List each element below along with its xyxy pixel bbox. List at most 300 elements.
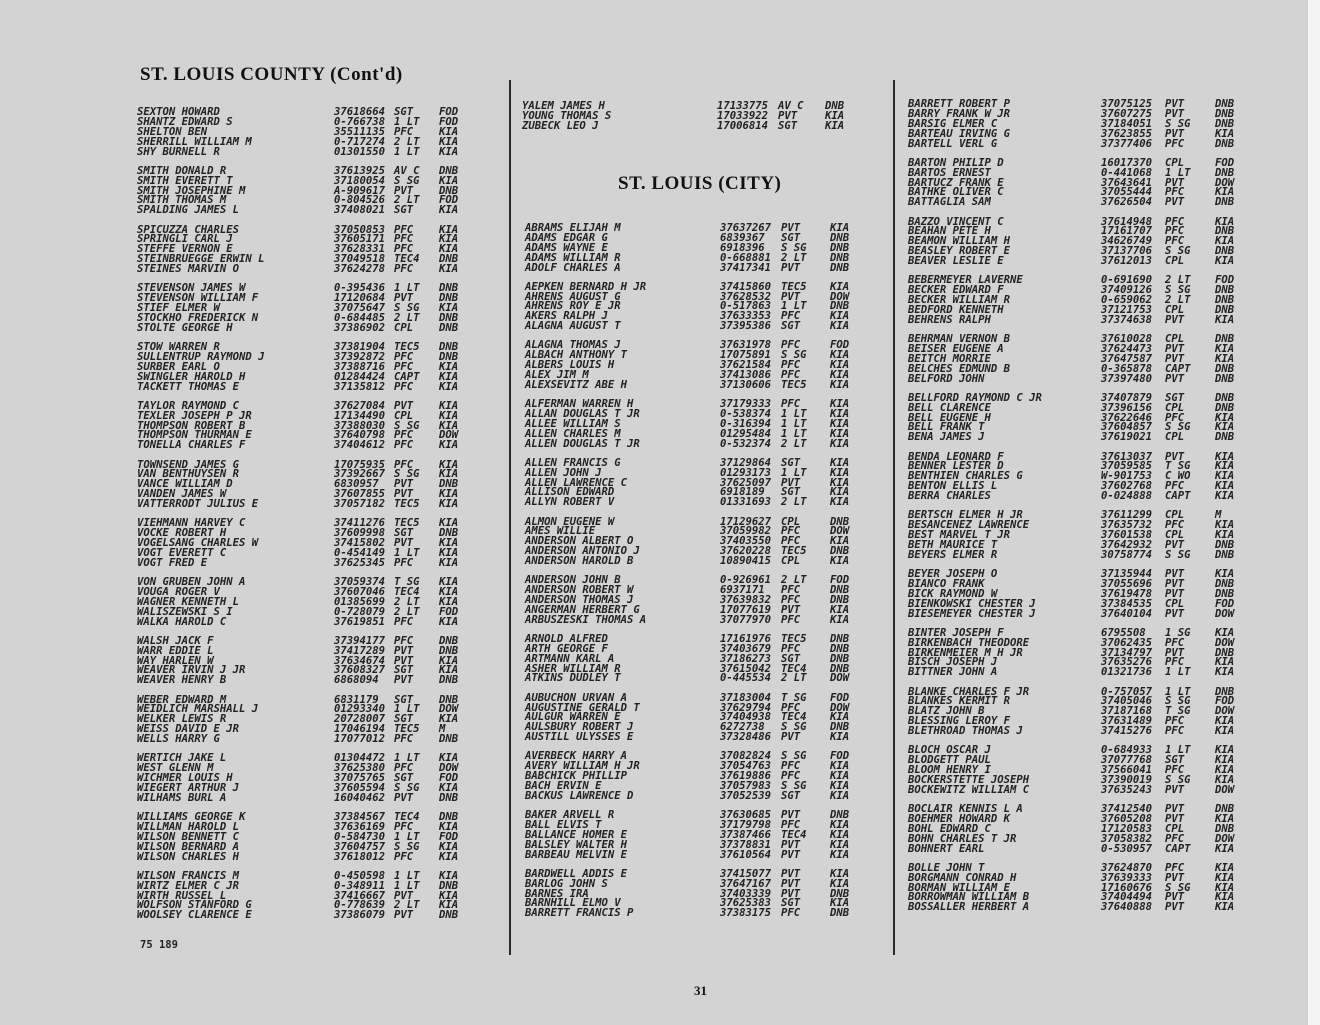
soldier-name: WALSH JACK F — [137, 634, 214, 647]
grade: 1 LT — [1165, 685, 1191, 698]
status: DNB — [439, 693, 459, 706]
grade: PFC — [394, 615, 414, 628]
serial-number: 37604857 — [1101, 421, 1153, 434]
grade: 2 LT — [394, 311, 420, 324]
soldier-name: BELLFORD RAYMOND C JR — [908, 391, 1042, 404]
serial-number: 37413086 — [720, 369, 772, 382]
status: DNB — [1215, 822, 1235, 835]
grade: PVT — [394, 889, 414, 902]
serial-number: 37405046 — [1101, 695, 1153, 708]
serial-number: 17129627 — [720, 515, 772, 528]
status: DNB — [1215, 117, 1235, 130]
soldier-name: WILSON BENNETT C — [137, 830, 240, 843]
grade: CPL — [1165, 401, 1185, 414]
serial-number: 37624278 — [334, 263, 386, 276]
soldier-name: BLANKES KERMIT R — [908, 695, 1011, 708]
serial-number: 37604757 — [334, 840, 386, 853]
soldier-name: VAN BENTHUYSEN R — [137, 468, 240, 481]
grade: S SG — [394, 302, 420, 315]
grade: PFC — [1165, 215, 1185, 228]
grade: 1 LT — [394, 752, 420, 765]
grade: 1 LT — [394, 879, 420, 892]
serial-number: 37634674 — [334, 654, 386, 667]
status: KIA — [439, 850, 459, 863]
grade: PFC — [781, 535, 801, 548]
serial-number: 37605594 — [334, 781, 386, 794]
status: KIA — [830, 760, 850, 773]
soldier-name: BOCLAIR KENNIS L A — [908, 803, 1023, 815]
serial-number: 37619478 — [1101, 587, 1153, 600]
soldier-name: WAY HARLEN W — [137, 654, 214, 667]
status: KIA — [439, 468, 459, 481]
serial-number: 6831179 — [334, 693, 379, 706]
grade: 2 LT — [781, 496, 807, 509]
soldier-name: SMITH THOMAS M — [137, 194, 227, 207]
soldier-name: BACH ERVIN E — [525, 780, 602, 792]
status: KIA — [1215, 812, 1235, 825]
serial-number: 6795508 — [1101, 626, 1146, 639]
grade: TEC5 — [394, 723, 420, 736]
grade: PFC — [1165, 861, 1185, 874]
serial-number: 37180054 — [334, 174, 386, 187]
grade: C WO — [1165, 470, 1191, 483]
serial-number: 37608327 — [334, 664, 386, 677]
soldier-name: BEBERMEYER LAVERNE — [908, 274, 1023, 287]
grade: SGT — [394, 772, 414, 785]
serial-number: 37625345 — [334, 556, 386, 569]
grade: PVT — [1165, 450, 1185, 463]
grade: PFC — [394, 439, 414, 452]
soldier-name: BORMAN WILLIAM E — [908, 881, 1011, 894]
grade: 1 LT — [394, 869, 420, 882]
serial-number: 37643641 — [1101, 176, 1153, 189]
status: FOD — [1215, 274, 1235, 287]
soldier-name: AUGUSTINE GERALD T — [525, 701, 640, 714]
soldier-name: BOCKEWITZ WILLIAM C — [908, 783, 1030, 796]
serial-number: 37183004 — [720, 691, 772, 704]
soldier-name: BALL ELVIS T — [525, 818, 602, 831]
status: DNB — [1215, 245, 1235, 258]
grade: PFC — [1165, 725, 1185, 738]
status: DNB — [1215, 284, 1235, 297]
grade: PFC — [781, 770, 801, 783]
soldier-name: WELKER LEWIS R — [137, 713, 227, 726]
serial-number: 01304472 — [334, 752, 386, 765]
soldier-name: STEINES MARVIN O — [137, 263, 240, 276]
status: DNB — [439, 909, 459, 922]
grade: 1 LT — [394, 115, 420, 128]
grade: CAPT — [394, 370, 420, 383]
soldier-name: BICK RAYMOND W — [908, 587, 998, 600]
serial-number: 37184051 — [1101, 117, 1153, 130]
soldier-name: SMITH DONALD R — [137, 164, 227, 177]
serial-number: 37415802 — [334, 537, 386, 550]
grade: CPL — [1165, 303, 1185, 316]
status: KIA — [1215, 352, 1235, 365]
serial-number: 17033922 — [717, 109, 769, 122]
grade: T SG — [394, 576, 420, 588]
soldier-name: VANCE WILLIAM D — [137, 478, 233, 491]
soldier-name: BARNHILL ELMO V — [525, 897, 621, 910]
soldier-name: AEPKEN BERNARD H JR — [525, 280, 647, 293]
serial-number: 37631489 — [1101, 715, 1153, 728]
soldier-name: VOCKE ROBERT H — [137, 527, 227, 540]
serial-number: 01301550 — [334, 145, 386, 158]
serial-number: 17120583 — [1101, 822, 1153, 835]
grade: PFC — [781, 907, 801, 920]
status: DNB — [1215, 431, 1235, 444]
status: KIA — [830, 222, 850, 234]
soldier-name: BLATZ JOHN B — [908, 705, 985, 718]
serial-number: 37179798 — [720, 818, 772, 831]
status: DOW — [439, 762, 459, 775]
soldier-name: VIEHMANN HARVEY C — [137, 517, 246, 530]
status: DNB — [439, 879, 459, 892]
status: DNB — [1215, 294, 1235, 307]
serial-number: 37635243 — [1101, 783, 1153, 796]
serial-number: 0-445534 — [720, 672, 772, 685]
serial-number: 37637267 — [720, 222, 772, 234]
soldier-name: BLETHROAD THOMAS J — [908, 725, 1023, 738]
soldier-name: ANDERSON ALBERT O — [525, 535, 634, 548]
serial-number: 10890415 — [720, 555, 772, 568]
soldier-name: WILSON CHARLES H — [137, 850, 240, 863]
status: KIA — [439, 654, 459, 667]
soldier-name: ADOLF CHARLES A — [525, 261, 621, 274]
serial-number: 37625383 — [720, 897, 772, 910]
soldier-name: BAZZO VINCENT C — [908, 215, 1004, 228]
soldier-name: ALLISON EDWARD — [525, 486, 615, 499]
soldier-name: ALMON EUGENE W — [525, 515, 615, 528]
serial-number: 0-024888 — [1101, 490, 1153, 503]
serial-number: 0-926961 — [720, 574, 772, 587]
status: FOD — [1215, 156, 1235, 169]
grade: CPL — [1165, 431, 1185, 444]
status: KIA — [825, 109, 845, 122]
grade: PFC — [394, 380, 414, 393]
grade: SGT — [394, 664, 414, 677]
soldier-name: VON GRUBEN JOHN A — [137, 576, 246, 588]
status: DNB — [830, 887, 850, 900]
status: KIA — [830, 848, 850, 861]
serial-number: 37623855 — [1101, 127, 1153, 140]
status: KIA — [1215, 470, 1235, 483]
grade: PFC — [781, 310, 801, 323]
serial-number: 37397480 — [1101, 372, 1153, 385]
soldier-name: BECKER EDWARD F — [908, 284, 1004, 297]
serial-number: 0-365878 — [1101, 362, 1153, 375]
grade: 1 LT — [1165, 666, 1191, 679]
status: KIA — [830, 359, 850, 372]
serial-number: 0-659062 — [1101, 294, 1153, 307]
serial-number: 37403679 — [720, 642, 772, 655]
grade: PVT — [781, 290, 801, 303]
grade: S SG — [394, 468, 420, 481]
grade: SGT — [781, 652, 801, 665]
status: KIA — [1215, 450, 1235, 463]
soldier-name: WILLMAN HAROLD L — [137, 820, 240, 833]
status: KIA — [825, 119, 845, 132]
status: KIA — [439, 409, 459, 422]
soldier-name: TEXLER JOSEPH P JR — [137, 409, 252, 422]
soldier-name: WEAVER HENRY B — [137, 674, 227, 687]
status: DNB — [1215, 196, 1235, 209]
status: DNB — [1215, 372, 1235, 385]
soldier-name: BARRY FRANK W JR — [908, 107, 1011, 120]
soldier-name: WEBER EDWARD M — [137, 693, 227, 706]
serial-number: 37403339 — [720, 887, 772, 900]
serial-number: 0-668881 — [720, 251, 772, 264]
serial-number: 37611299 — [1101, 509, 1153, 522]
status: KIA — [1215, 842, 1235, 855]
status: KIA — [830, 731, 850, 744]
status: KIA — [1215, 411, 1235, 424]
status: KIA — [439, 595, 459, 608]
grade: S SG — [781, 721, 807, 734]
soldier-name: BESANCENEZ LAWRENCE — [908, 519, 1030, 532]
serial-number: 37049518 — [334, 253, 386, 266]
status: DOW — [830, 672, 850, 685]
soldier-name: SHERRILL WILLIAM M — [137, 135, 252, 148]
status: KIA — [439, 360, 459, 373]
soldier-name: BIESEMEYER CHESTER J — [908, 607, 1036, 620]
soldier-name: ARNOLD ALFRED — [525, 632, 608, 645]
grade: PFC — [394, 733, 414, 746]
soldier-name: AMES WILLIE — [525, 525, 596, 538]
soldier-name: WARR EDDIE L — [137, 644, 214, 657]
status: KIA — [439, 263, 459, 276]
grade: SGT — [394, 106, 414, 118]
soldier-name: BEAVER LESLIE E — [908, 255, 1004, 268]
serial-number: 37628331 — [334, 243, 386, 256]
status: DNB — [830, 809, 850, 822]
serial-number: 37415860 — [720, 280, 772, 293]
serial-number: 37412540 — [1101, 803, 1153, 815]
serial-number: 37636169 — [334, 820, 386, 833]
serial-number: 37622646 — [1101, 411, 1153, 424]
status: KIA — [439, 145, 459, 158]
soldier-name: BELCHES EDMUND B — [908, 362, 1011, 375]
serial-number: 37386079 — [334, 909, 386, 922]
status: KIA — [1215, 460, 1235, 473]
soldier-name: AHRENS AUGUST G — [525, 290, 621, 303]
soldier-name: BENDA LEONARD F — [908, 450, 1004, 463]
status: KIA — [439, 517, 459, 530]
serial-number: 37607855 — [334, 488, 386, 501]
soldier-name: BOHL EDWARD C — [908, 822, 991, 835]
grade: S SG — [1165, 117, 1191, 130]
soldier-name: BARTOS ERNEST — [908, 166, 991, 179]
grade: 1 LT — [781, 466, 807, 479]
grade: 2 LT — [394, 595, 420, 608]
soldier-name: ALLAN DOUGLAS T JR — [525, 408, 640, 420]
soldier-name: BLOCH OSCAR J — [908, 744, 991, 757]
grade: SGT — [778, 119, 798, 132]
status: DNB — [1215, 587, 1235, 600]
soldier-name: BOHNERT EARL — [908, 842, 985, 855]
serial-number: 6830957 — [334, 478, 379, 491]
status: KIA — [439, 135, 459, 148]
serial-number: 0-517863 — [720, 300, 772, 313]
serial-number: 37075765 — [334, 772, 386, 785]
grade: PVT — [1165, 107, 1185, 120]
status: KIA — [830, 555, 850, 568]
soldier-name: BIANCO FRANK — [908, 577, 985, 590]
grade: 1 SG — [1165, 626, 1191, 639]
status: KIA — [439, 302, 459, 315]
serial-number: 16040462 — [334, 791, 386, 804]
serial-number: 37610564 — [720, 848, 772, 861]
grade: TEC5 — [781, 378, 807, 391]
status: KIA — [830, 280, 850, 293]
status: FOD — [439, 772, 459, 785]
soldier-name: WICHMER LOUIS H — [137, 772, 233, 785]
serial-number: 37392667 — [334, 468, 386, 481]
grade: PVT — [781, 867, 801, 880]
soldier-name: BEDFORD KENNETH — [908, 303, 1004, 316]
status: DNB — [830, 584, 850, 597]
status: KIA — [439, 556, 459, 569]
status: DNB — [830, 907, 850, 920]
status: DNB — [1215, 391, 1235, 404]
city-heading: ST. LOUIS (CITY) — [618, 173, 782, 194]
serial-number: 37647167 — [720, 877, 772, 890]
column-divider-right — [893, 80, 895, 955]
grade: PFC — [1165, 411, 1185, 424]
status: KIA — [439, 243, 459, 256]
serial-number: 0-804526 — [334, 194, 386, 207]
soldier-name: SURBER EARL O — [137, 360, 220, 373]
soldier-name: BAKER ARVELL R — [525, 809, 615, 822]
serial-number: 17077012 — [334, 733, 386, 746]
grade: TEC5 — [394, 517, 420, 530]
serial-number: 17160676 — [1101, 881, 1153, 894]
serial-number: 37409126 — [1101, 284, 1153, 297]
status: KIA — [1215, 519, 1235, 532]
grade: PFC — [781, 613, 801, 626]
grade: AV C — [778, 100, 804, 112]
soldier-name: WIEGERT ARTHUR J — [137, 781, 240, 794]
grade: TEC4 — [394, 253, 420, 266]
grade: T SG — [781, 691, 807, 704]
status: KIA — [439, 488, 459, 501]
serial-number: 37625097 — [720, 476, 772, 489]
soldier-name: BIRKENMEIER M H JR — [908, 646, 1023, 659]
serial-number: 0-316394 — [720, 417, 772, 430]
serial-number: 16017370 — [1101, 156, 1153, 169]
status: KIA — [1215, 871, 1235, 884]
soldier-name: SPICUZZA CHARLES — [137, 223, 240, 236]
serial-number: 37619021 — [1101, 431, 1153, 444]
soldier-name: TOWNSEND JAMES G — [137, 458, 240, 471]
soldier-name: AKERS RALPH J — [525, 310, 608, 323]
grade: 1 LT — [1165, 166, 1191, 179]
serial-number: 17161707 — [1101, 225, 1153, 238]
grade: PFC — [394, 263, 414, 276]
serial-number: 37609998 — [334, 527, 386, 540]
grade: 2 LT — [394, 899, 420, 912]
soldier-name: AULSBURY ROBERT J — [525, 721, 634, 734]
serial-number: 37055444 — [1101, 186, 1153, 199]
grade: S SG — [781, 780, 807, 792]
serial-number: 37383175 — [720, 907, 772, 920]
grade: PVT — [1165, 587, 1185, 600]
grade: T SG — [1165, 460, 1191, 473]
grade: TEC5 — [394, 498, 420, 511]
grade: 1 LT — [394, 282, 420, 295]
grade: TEC5 — [394, 341, 420, 353]
serial-number: 37411276 — [334, 517, 386, 530]
soldier-name: SMITH JOSEPHINE M — [137, 184, 246, 197]
grade: PVT — [1165, 607, 1185, 620]
grade: PVT — [394, 674, 414, 687]
grade: 2 LT — [1165, 294, 1191, 307]
status: DNB — [1215, 362, 1235, 375]
soldier-name: BEISER EUGENE A — [908, 342, 1004, 355]
status: M — [1215, 509, 1222, 522]
status: DNB — [830, 652, 850, 665]
serial-number: 0-450598 — [334, 869, 386, 882]
serial-number: 6868094 — [334, 674, 379, 687]
status: DNB — [1215, 225, 1235, 238]
soldier-name: WERTICH JAKE L — [137, 752, 227, 765]
status: KIA — [1215, 764, 1235, 777]
county-heading: ST. LOUIS COUNTY (Cont'd) — [140, 64, 403, 85]
serial-number: 0-584730 — [334, 830, 386, 843]
status: KIA — [830, 613, 850, 626]
grade: PVT — [778, 109, 798, 122]
soldier-name: BARTEAU IRVING G — [908, 127, 1011, 140]
soldier-name: BEAHAN PETE H — [908, 225, 991, 238]
grade: PFC — [394, 850, 414, 863]
soldier-name: AUBUCHON URVAN A — [525, 691, 628, 704]
grade: S SG — [394, 840, 420, 853]
status: DNB — [439, 527, 459, 540]
status: KIA — [1215, 480, 1235, 493]
status: KIA — [1215, 881, 1235, 894]
grade: PVT — [1165, 891, 1185, 904]
serial-number: 37077970 — [720, 613, 772, 626]
soldier-name: SHELTON BEN — [137, 125, 208, 138]
grade: SGT — [781, 231, 801, 244]
serial-number: 0-395436 — [334, 282, 386, 295]
status: DNB — [439, 791, 459, 804]
status: DNB — [830, 545, 850, 558]
soldier-name: BARBEAU MELVIN E — [525, 848, 628, 861]
soldier-name: BENNER LESTER D — [908, 460, 1004, 473]
serial-number: 37121753 — [1101, 303, 1153, 316]
serial-number: 37631978 — [720, 339, 772, 352]
serial-number: 37640888 — [1101, 901, 1153, 914]
grade: PFC — [781, 701, 801, 714]
soldier-name: ABRAMS ELIJAH M — [525, 222, 621, 234]
serial-number: 37628532 — [720, 290, 772, 303]
status: KIA — [439, 615, 459, 628]
serial-number: 37602768 — [1101, 480, 1153, 493]
status: DNB — [1215, 303, 1235, 316]
grade: PFC — [781, 398, 801, 411]
status: DNB — [830, 261, 850, 274]
status: DNB — [825, 100, 845, 112]
grade: S SG — [781, 349, 807, 362]
status: KIA — [1215, 186, 1235, 199]
status: KIA — [1215, 901, 1235, 914]
serial-number: 17006814 — [717, 119, 769, 132]
status: DNB — [1215, 646, 1235, 659]
serial-number: 37384567 — [334, 811, 386, 823]
grade: SGT — [394, 527, 414, 540]
soldier-name: VANDEN JAMES W — [137, 488, 227, 501]
